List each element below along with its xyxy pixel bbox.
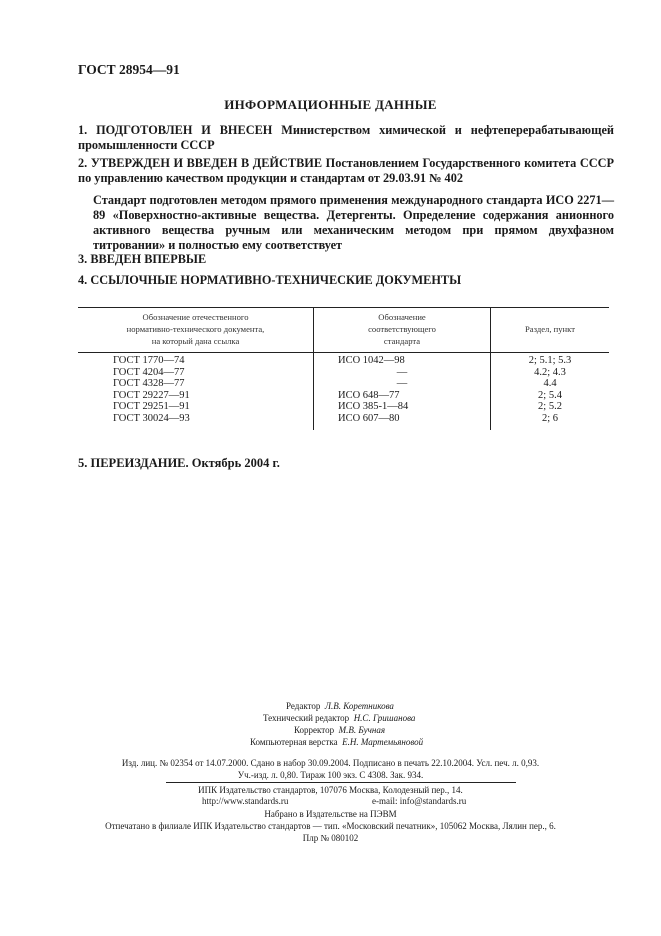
cell-section: 4.4: [543, 378, 557, 389]
item-2-heading: УТВЕРЖДЕН И ВВЕДЕН В ДЕЙСТВИЕ: [90, 156, 323, 170]
table-row: [78, 390, 609, 402]
cell-gost: ГОСТ 29251—91: [113, 401, 190, 412]
publisher-website: http://www.standards.ru: [202, 796, 289, 806]
credit-name: Н.С. Гришанова: [353, 713, 416, 723]
publisher-email: e-mail: info@standards.ru: [372, 796, 467, 806]
table-header-row: [78, 308, 609, 353]
header-line: Обозначение: [378, 312, 426, 322]
item-1: [78, 123, 614, 153]
credit-role: Технический редактор: [263, 713, 350, 723]
cell-iso: ИСО 385-1—84: [314, 401, 491, 413]
cell-gost: ГОСТ 29227—91: [113, 389, 190, 401]
credit-role: Корректор: [294, 725, 335, 735]
cell-gost: ГОСТ 4328—77: [113, 378, 185, 389]
table-row: [78, 367, 609, 379]
table-row: [78, 378, 609, 390]
item-4-heading: ССЫЛОЧНЫЕ НОРМАТИВНО-ТЕХНИЧЕСКИЕ ДОКУМЕНТЫ: [90, 273, 462, 287]
table-row: [78, 353, 609, 367]
item-2: [78, 156, 614, 186]
item-3-heading: ВВЕДЕН ВПЕРВЫЕ: [90, 252, 207, 266]
document-code: ГОСТ 28954—91: [78, 62, 180, 77]
credit-name: М.В. Бучная: [338, 725, 386, 735]
item-5-number: 5.: [78, 456, 88, 470]
header-line: стандарта: [383, 336, 421, 346]
header-section: [491, 308, 610, 353]
cell-gost: ГОСТ 4204—77: [113, 366, 185, 378]
cell-section: 2; 5.2: [538, 401, 562, 412]
item-5-text: ПЕРЕИЗДАНИЕ. Октябрь 2004 г.: [90, 456, 280, 470]
credit-tech-editor: [263, 713, 415, 723]
header-line: Раздел, пункт: [525, 324, 575, 334]
cell-iso: —: [314, 367, 491, 379]
credit-editor: [286, 701, 394, 711]
imprint-line-1: Изд. лиц. № 02354 от 14.07.2000. Сдано в набор 30.09.2004. Подписано в печать 22.10.2004. Усл. печ. л. 0,93.: [121, 758, 540, 768]
cell-section: 4.2; 4.3: [534, 366, 566, 378]
section-title: ИНФОРМАЦИОННЫЕ ДАННЫЕ: [224, 97, 437, 112]
item-1-text: Министерством химической и нефтеперерабатывающей промышленности СССР: [78, 123, 615, 152]
item-4-number: 4.: [78, 273, 88, 287]
cell-iso: ИСО 1042—98: [314, 353, 491, 367]
header-line: нормативно-технического документа,: [126, 324, 265, 334]
cell-section: 2; 6: [541, 412, 559, 424]
table-row: [78, 401, 609, 413]
imprint-publisher: ИПК Издательство стандартов, 107076 Москва, Колодезный пер., 14.: [198, 785, 463, 795]
header-line: на который дана ссылка: [151, 336, 240, 346]
header-domestic-doc: [78, 308, 314, 353]
cell-section: 2; 5.4: [538, 389, 562, 401]
cell-gost: ГОСТ 1770—74: [113, 355, 185, 366]
item-2-number: 2.: [78, 156, 88, 170]
credit-role: Компьютерная верстка: [250, 737, 338, 747]
header-iso-standard: [314, 308, 491, 353]
cell-iso: ИСО 648—77: [314, 390, 491, 402]
standard-note: Стандарт подготовлен методом прямого применения международного стандарта ИСО 2271—89 «Поверхностно-активные вещества. Детергенты. Определение содержания анионного активного вещества ручным или механическим методом при прямом двухфазном титровании» и полностью ему соответствует: [93, 193, 614, 252]
cell-iso: —: [314, 378, 491, 390]
credit-proofreader: [294, 725, 385, 735]
item-3-number: 3.: [78, 252, 88, 266]
item-5: [78, 456, 280, 471]
imprint-line-2: Уч.-изд. л. 0,80. Тираж 100 экз. С 4308. Зак. 934.: [237, 770, 424, 780]
item-4: [78, 273, 614, 288]
credit-name: Л.В. Коретникова: [324, 701, 394, 711]
cell-section: 2; 5.1; 5.3: [528, 355, 572, 366]
credit-role: Редактор: [286, 701, 321, 711]
header-line: Обозначение отечественного: [142, 312, 249, 322]
header-line: соответствующего: [368, 324, 436, 334]
cell-gost: ГОСТ 30024—93: [113, 412, 190, 424]
item-1-number: 1.: [78, 123, 88, 137]
table-row: [78, 413, 609, 431]
imprint-printed: Отпечатано в филиале ИПК Издательство стандартов — тип. «Московский печатник», 105062 Москва, Лялин пер., 6.: [105, 821, 556, 831]
item-3: [78, 252, 614, 267]
divider: [166, 782, 516, 783]
cell-iso: ИСО 607—80: [314, 413, 491, 431]
credit-layout: [250, 737, 423, 747]
references-table: [78, 307, 609, 430]
imprint-typeset: Набрано в Издательстве на ПЭВМ: [264, 809, 397, 819]
item-1-heading: ПОДГОТОВЛЕН И ВНЕСЕН: [96, 123, 273, 137]
item-2-text: Постановлением Государственного комитета СССР по управлению качеством продукции и стандартам от 29.03.91 № 402: [78, 156, 615, 185]
imprint-license: Плр № 080102: [302, 833, 359, 843]
credit-name: Е.Н. Мартемьяновой: [342, 737, 424, 747]
